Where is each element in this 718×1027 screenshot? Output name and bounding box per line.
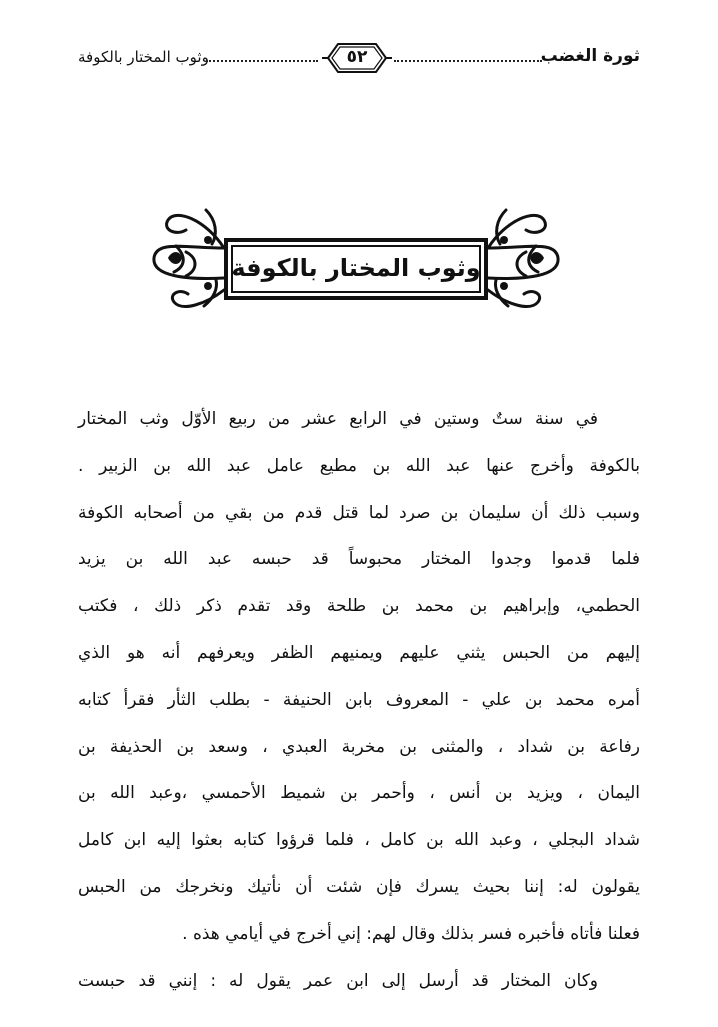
chapter-title-box <box>224 238 488 300</box>
chapter-title: وثوب المختار بالكوفة <box>231 254 481 282</box>
running-header <box>78 38 640 78</box>
text-line: فلما قدموا وجدوا المختار محبوساً قد حبسه عبد الله بن يزيد <box>78 549 640 570</box>
body-text <box>78 396 640 1004</box>
text-line: إليهم من الحبس يثني عليهم ويمنيهم الظفر ويعرفهم أنه هو الذي <box>78 642 640 663</box>
header-dotted-leader-right <box>394 60 542 62</box>
page-number: ٥٢ <box>346 47 368 67</box>
text-line: في سنة ستٌ وستين في الرابع عشر من ربيع الأوّل وثب المختار <box>78 409 598 429</box>
chapter-title-frame <box>146 200 566 316</box>
book-title: ثورة الغضب <box>540 46 640 66</box>
text-line: اليمان ، ويزيد بن أنس ، وأحمر بن شميط الأحمسي ،وعبد الله بن <box>78 783 640 804</box>
text-line: الحطمي، وإبراهيم بن محمد بن طلحة وقد تقدم ذكر ذلك ، فكتب <box>78 596 640 617</box>
text-line: وسبب ذلك أن سليمان بن صرد لما قتل قدم من بقي من أصحابه الكوفة <box>78 502 640 523</box>
header-dotted-leader-left <box>206 60 318 62</box>
text-line: بالكوفة وأخرج عنها عبد الله بن مطيع عامل عبد الله بن الزبير . <box>78 455 640 476</box>
text-line: أمره محمد بن علي - المعروف بابن الحنيفة - بطلب الثأر فقرأ كتابه <box>78 689 640 710</box>
text-line: رفاعة بن شداد ، والمثنى بن مخربة العبدي ، وسعد بن الحذيفة بن <box>78 736 640 757</box>
page-number-badge <box>322 40 392 76</box>
text-line: وكان المختار قد أرسل إلى ابن عمر يقول له : إنني قد حبست <box>78 970 598 991</box>
text-line: فعلنا فأتاه فأخبره فسر بذلك وقال لهم: إني أخرج في أيامي هذه . <box>182 923 640 944</box>
chapter-running-title: وثوب المختار بالكوفة <box>78 48 209 66</box>
text-line: يقولون له: إننا بحيث يسرك فإن شئت أن نأتيك ونخرجك من الحبس <box>78 876 640 897</box>
text-line: شداد البجلي ، وعبد الله بن كامل ، فلما قرؤوا كتابه بعثوا إليه ابن كامل <box>78 830 640 851</box>
